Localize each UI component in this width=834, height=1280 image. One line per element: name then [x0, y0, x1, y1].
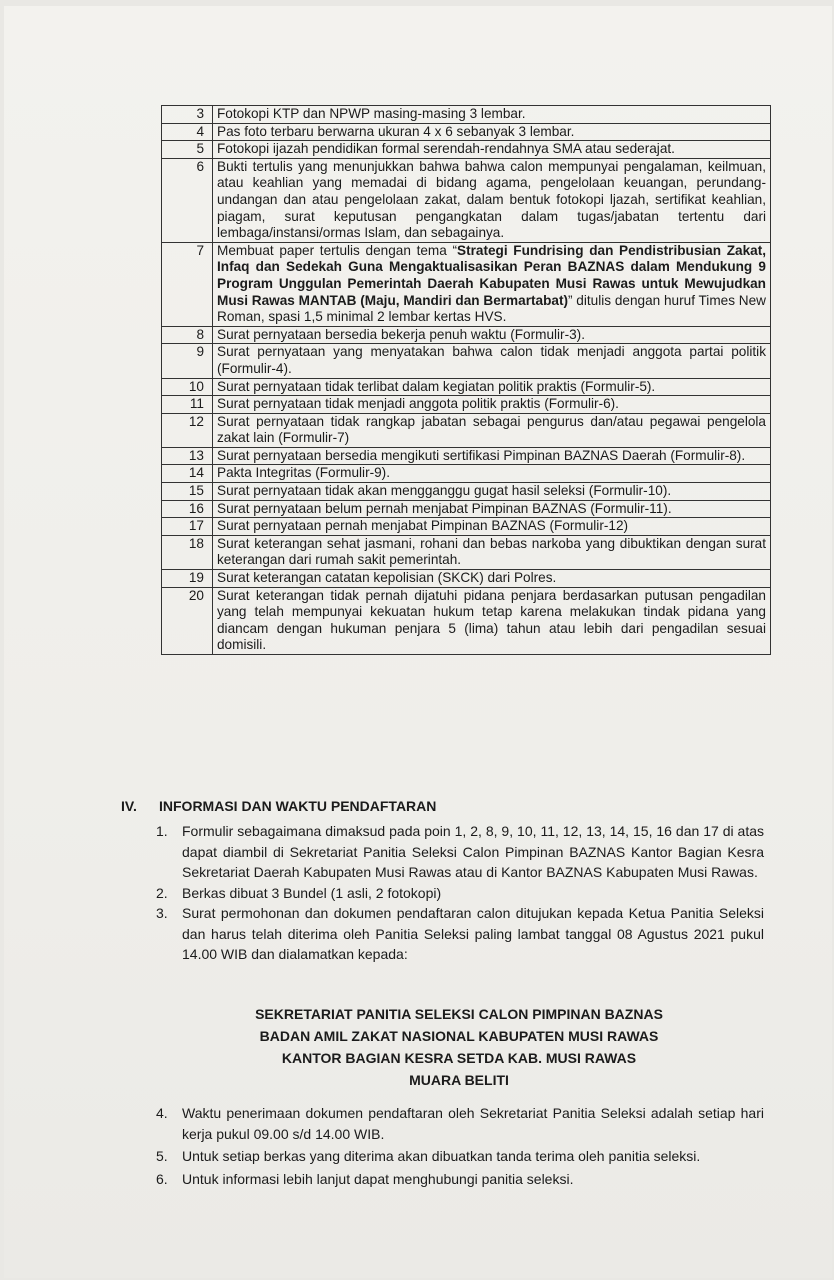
list-number: 5. — [156, 1148, 168, 1164]
row-text — [213, 242, 771, 326]
document-page — [4, 6, 832, 1278]
row-text: Fotokopi ijazah pendidikan formal serendah-rendahnya SMA atau sederajat. — [213, 141, 771, 159]
row-text-part: Membuat paper tertulis dengan tema “ — [217, 242, 457, 258]
list-number: 4. — [156, 1105, 168, 1121]
info-list — [156, 821, 764, 965]
row-text: Surat keterangan tidak pernah dijatuhi pidana penjara berdasarkan putusan pengadilan yang telah mempunyai kekuatan hukum tetap karena melakukan tindak pidana yang diancam dengan hukuman penjara 5 (lima) tahun atau lebih dari pengadilan sesuai domisili. — [213, 587, 771, 654]
row-text: Surat pernyataan pernah menjabat Pimpinan BAZNAS (Formulir-12) — [213, 518, 771, 536]
table-row — [162, 396, 771, 414]
requirements-table — [161, 105, 771, 655]
list-number: 2. — [156, 884, 168, 901]
table-row — [162, 587, 771, 654]
table-row — [162, 378, 771, 396]
table-row — [162, 483, 771, 501]
row-number: 3 — [162, 106, 213, 124]
list-item — [156, 1169, 764, 1190]
row-text: Pas foto terbaru berwarna ukuran 4 x 6 sebanyak 3 lembar. — [213, 123, 771, 141]
table-row — [162, 518, 771, 536]
row-text: Surat keterangan sehat jasmani, rohani dan bebas narkoba yang dibuktikan dengan surat keterangan dari rumah sakit pemerintah. — [213, 535, 771, 569]
row-text: Surat pernyataan tidak menjadi anggota politik praktis (Formulir-6). — [213, 396, 771, 414]
table-row — [162, 106, 771, 124]
list-item — [156, 883, 764, 904]
paper-theme: Strategi Fundrising dan Pendistribusian Zakat, Infaq dan Sedekah Guna Mengaktualisasikan Peran BAZNAS dalam Mendukung 9 Program Unggulan Pemerintah Daerah Kabupaten Musi Rawas untuk Mewujudkan Musi Rawas MANTAB (Maju, Mandiri dan Bermartabat) — [217, 242, 766, 308]
row-text: Surat pernyataan tidak akan mengganggu gugat hasil seleksi (Formulir-10). — [213, 483, 771, 501]
list-item — [156, 903, 764, 965]
table-row — [162, 123, 771, 141]
section-title: INFORMASI DAN WAKTU PENDAFTARAN — [159, 798, 437, 814]
address-line: BADAN AMIL ZAKAT NASIONAL KABUPATEN MUSI RAWAS — [259, 1028, 659, 1044]
row-text-part: ” ditulis dengan huruf Times New Roman, spasi 1,5 minimal 2 lembar kertas HVS. — [217, 292, 766, 325]
row-text: Surat pernyataan tidak rangkap jabatan sebagai pengurus dan/atau pegawai pengelola zakat lain (Formulir-7) — [213, 413, 771, 447]
row-text: Surat pernyataan bersedia bekerja penuh waktu (Formulir-3). — [213, 326, 771, 344]
list-number: 3. — [156, 905, 168, 921]
address-line: KANTOR BAGIAN KESRA SETDA KAB. MUSI RAWAS — [281, 1050, 637, 1066]
table-row — [162, 465, 771, 483]
row-number: 9 — [162, 344, 213, 378]
info-list-2 — [156, 1103, 764, 1191]
row-text: Surat pernyataan belum pernah menjabat Pimpinan BAZNAS (Formulir-11). — [213, 500, 771, 518]
list-item — [156, 821, 764, 883]
row-number: 13 — [162, 447, 213, 465]
row-text: Surat pernyataan yang menyatakan bahwa calon tidak menjadi anggota partai politik (Formulir-4). — [213, 344, 771, 378]
row-number: 20 — [162, 587, 213, 654]
list-text: Untuk setiap berkas yang diterima akan dibuatkan tanda terima oleh panitia seleksi. — [182, 1148, 701, 1164]
list-text: Waktu penerimaan dokumen pendaftaran oleh Sekretariat Panitia Seleksi adalah setiap hari kerja pukul 09.00 s/d 14.00 WIB. — [182, 1105, 764, 1142]
address-line: MUARA BELITI — [409, 1072, 509, 1088]
row-text: Surat pernyataan tidak terlibat dalam kegiatan politik praktis (Formulir-5). — [213, 378, 771, 396]
row-number: 16 — [162, 500, 213, 518]
address-block — [154, 1003, 764, 1091]
section-number: IV. — [121, 798, 137, 814]
row-number: 15 — [162, 483, 213, 501]
row-number: 18 — [162, 535, 213, 569]
list-text: Formulir sebagaimana dimaksud pada poin 1, 2, 8, 9, 10, 11, 12, 13, 14, 15, 16 dan 17 di atas dapat diambil di Sekretariat Panitia Seleksi Calon Pimpinan BAZNAS Kantor Bagian Kesra Sekretariat Daerah Kabupaten Musi Rawas atau di Kantor BAZNAS Kabupaten Musi Rawas. — [182, 823, 764, 880]
table-row — [162, 570, 771, 588]
list-number: 1. — [156, 823, 168, 839]
list-text: Surat permohonan dan dokumen pendaftaran calon ditujukan kepada Ketua Panitia Seleksi dan harus telah diterima oleh Panitia Seleksi paling lambat tanggal 08 Agustus 2021 pukul 14.00 WIB dan dialamatkan kepada: — [182, 905, 764, 962]
row-number: 14 — [162, 465, 213, 483]
row-text: Bukti tertulis yang menunjukkan bahwa bahwa calon mempunyai pengalaman, keilmuan, atau keahlian yang memadai di bidang agama, pengelolaan keuangan, perundang-undangan dan atau pengelolaan zakat, dalam bentuk fotokopi ljazah, sertifikat keahlian, piagam, surat keputusan pengangkatan dalam tugas/jabatan tertentu dari lembaga/instansi/ormas Islam, dan sebagainya. — [213, 158, 771, 242]
list-item — [156, 1146, 764, 1167]
row-text: Surat pernyataan bersedia mengikuti sertifikasi Pimpinan BAZNAS Daerah (Formulir-8). — [213, 447, 771, 465]
table-row — [162, 413, 771, 447]
table-row — [162, 141, 771, 159]
table-row — [162, 500, 771, 518]
list-item — [156, 1103, 764, 1144]
row-number: 7 — [162, 242, 213, 326]
list-number: 6. — [156, 1170, 168, 1187]
address-line: SEKRETARIAT PANITIA SELEKSI CALON PIMPINAN BAZNAS — [255, 1006, 663, 1022]
row-number: 11 — [162, 396, 213, 414]
table-row — [162, 326, 771, 344]
row-number: 8 — [162, 326, 213, 344]
section-heading — [121, 798, 436, 814]
table-row — [162, 447, 771, 465]
table-row — [162, 535, 771, 569]
list-text: Berkas dibuat 3 Bundel (1 asli, 2 fotokopi) — [182, 884, 442, 901]
row-text: Pakta Integritas (Formulir-9). — [213, 465, 771, 483]
row-text: Surat keterangan catatan kepolisian (SKCK) dari Polres. — [213, 570, 771, 588]
table-row — [162, 158, 771, 242]
row-number: 17 — [162, 518, 213, 536]
row-number: 6 — [162, 158, 213, 242]
table-row — [162, 344, 771, 378]
row-number: 12 — [162, 413, 213, 447]
row-number: 5 — [162, 141, 213, 159]
row-text: Fotokopi KTP dan NPWP masing-masing 3 lembar. — [213, 106, 771, 124]
list-text: Untuk informasi lebih lanjut dapat menghubungi panitia seleksi. — [182, 1170, 574, 1187]
row-number: 10 — [162, 378, 213, 396]
row-number: 4 — [162, 123, 213, 141]
table-row — [162, 242, 771, 326]
row-number: 19 — [162, 570, 213, 588]
